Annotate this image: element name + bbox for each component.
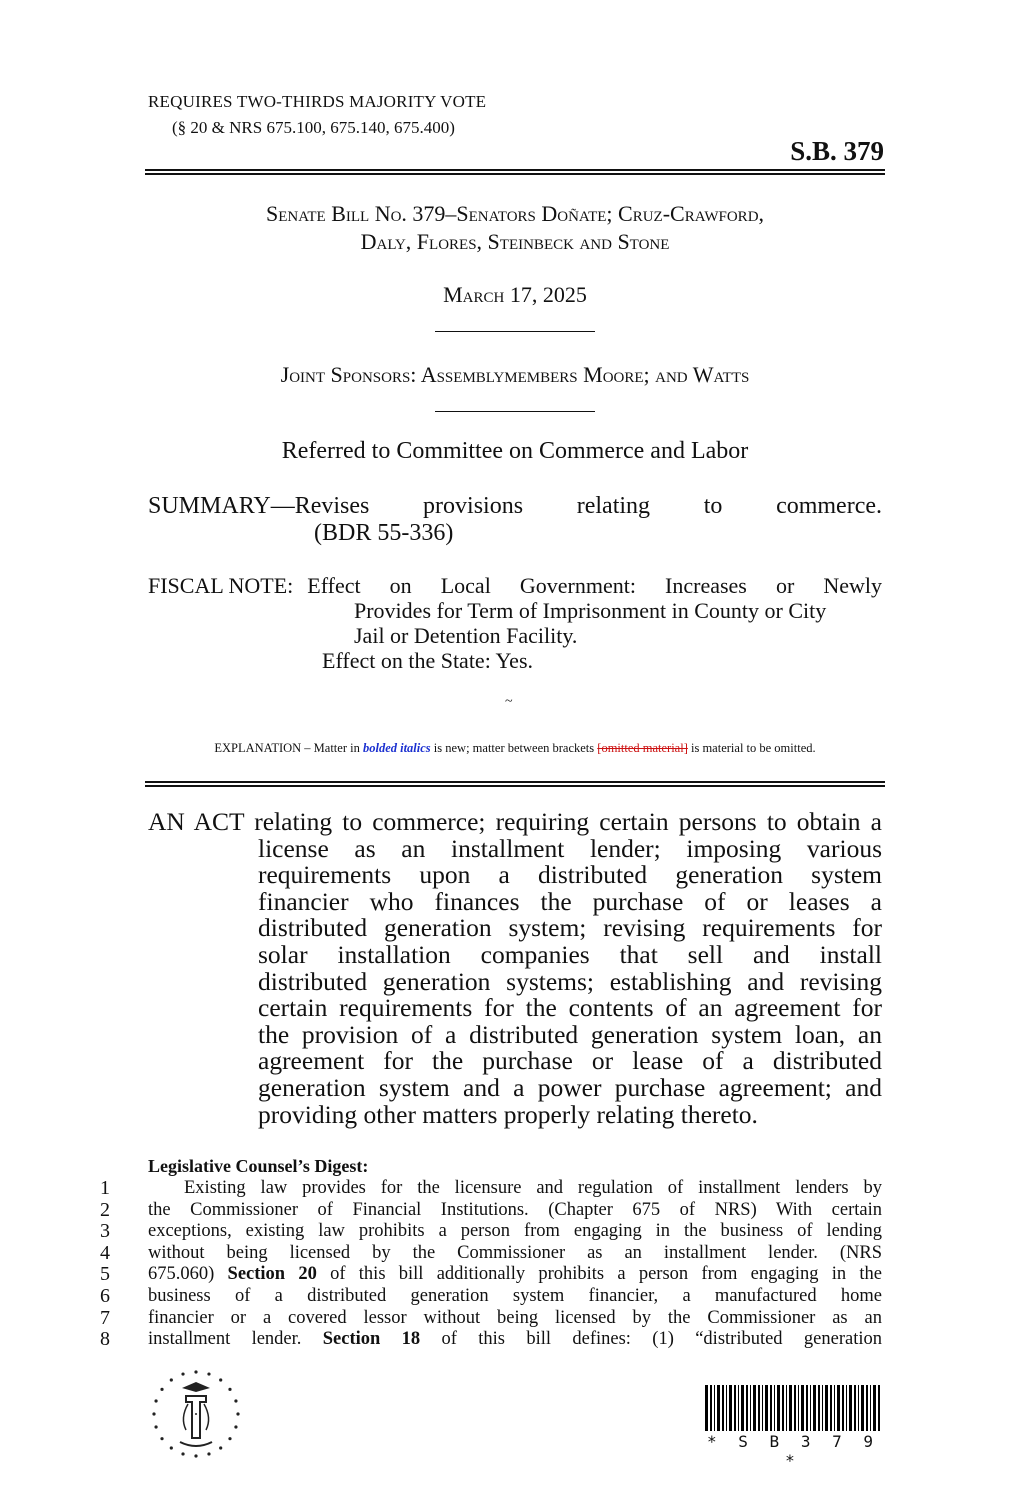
act-title-line: the provision of a distributed generation system loan, an — [258, 1019, 882, 1049]
line-number: 4 — [100, 1241, 110, 1264]
summary-bdr: (BDR 55-336) — [314, 520, 454, 546]
digest-line — [100, 1200, 882, 1222]
digest-line — [100, 1308, 882, 1330]
tilde-mark: ~ — [505, 694, 513, 709]
section-reference: Section 20 — [227, 1264, 317, 1285]
line-number: 3 — [100, 1220, 110, 1243]
fiscal-note-line: Jail or Detention Facility. — [354, 623, 578, 648]
digest-title: Legislative Counsel’s Digest: — [148, 1156, 369, 1176]
explanation — [145, 741, 885, 756]
digest-text: financier or a covered lessor without being licensed by the Commissioner as an — [148, 1307, 882, 1328]
line-number: 5 — [100, 1263, 110, 1286]
sections-reference: (§ 20 & NRS 675.100, 675.140, 675.400) — [172, 118, 455, 137]
digest-text-part: of this bill additionally prohibits a person from engaging in the — [316, 1264, 882, 1285]
explanation-middle: is new; matter between brackets — [430, 741, 598, 755]
digest-line — [100, 1264, 882, 1286]
summary-word: provisions — [423, 493, 524, 519]
fiscal-note — [148, 573, 882, 673]
legislative-digest — [100, 1178, 882, 1351]
digest-text-part: 675.060) — [148, 1264, 228, 1285]
digest-text — [148, 1329, 882, 1351]
summary-word: SUMMARY—Revises — [148, 493, 370, 519]
digest-text: business of a distributed generation system financier, a manufactured home — [148, 1285, 882, 1306]
act-title-line: agreement for the purchase or lease of a distributed — [258, 1046, 882, 1076]
explanation-omitted-sample: [omitted material] — [597, 741, 688, 755]
act-title-line: financier who finances the purchase of or leases a — [258, 886, 882, 916]
act-title-first-line: AN ACT relating to commerce; requiring certain persons to obtain a — [148, 807, 882, 836]
digest-line — [100, 1286, 882, 1308]
fiscal-note-line: Effect on Local Government: Increases or Newly — [307, 573, 882, 598]
explanation-new-sample: bolded italics — [362, 741, 431, 755]
digest-text — [148, 1264, 882, 1286]
act-title-line: certain requirements for the contents of an agreement for — [258, 993, 882, 1023]
bill-title-line-2: Daly, Flores, Steinbeck and Stone — [360, 229, 670, 254]
bill-date: March 17, 2025 — [443, 282, 587, 307]
act-title-line: license as an installment lender; imposing various — [258, 833, 882, 863]
bill-title-line-1: Senate Bill No. 379–Senators Doñate; Cruz-Crawford, — [265, 201, 765, 226]
barcode-text: * S B 3 7 9 * — [707, 1432, 879, 1470]
fiscal-note-label: FISCAL NOTE: — [148, 573, 294, 598]
line-number: 1 — [100, 1177, 110, 1199]
digest-line — [100, 1329, 882, 1351]
divider — [435, 331, 595, 332]
act-title-line: distributed generation systems; establishing and revising — [258, 966, 882, 996]
act-title-body — [148, 833, 882, 1129]
act-title-line: solar installation companies that sell and install — [258, 939, 882, 969]
act-title-line: generation system and a power purchase agreement; and — [258, 1072, 882, 1102]
digest-text: without being licensed by the Commissioner as an installment lender. (NRS — [148, 1242, 882, 1263]
header-double-rule — [145, 169, 885, 175]
vote-requirement: REQUIRES TWO-THIRDS MAJORITY VOTE — [148, 92, 487, 111]
act-title-line: requirements upon a distributed generation system — [258, 860, 882, 890]
summary-line — [148, 493, 882, 520]
digest-text: exceptions, existing law prohibits a person from engaging in the business of lending — [148, 1221, 882, 1242]
barcode-icon — [705, 1385, 881, 1431]
bill-title — [145, 200, 885, 256]
state-seal-icon — [150, 1368, 242, 1460]
fiscal-note-line: Effect on the State: Yes. — [322, 648, 534, 673]
act-title-line: distributed generation system; revising requirements for — [258, 913, 882, 943]
section-reference: Section 18 — [322, 1329, 421, 1350]
digest-text-part: of this bill defines: (1) “distributed generation — [420, 1329, 882, 1350]
line-number: 6 — [100, 1284, 110, 1307]
line-number: 8 — [100, 1328, 110, 1351]
digest-text-part: installment lender. — [148, 1329, 323, 1350]
digest-line — [100, 1243, 882, 1265]
digest-line — [100, 1178, 882, 1200]
committee-referral: Referred to Committee on Commerce and Labor — [281, 438, 749, 464]
act-title — [148, 809, 882, 1128]
joint-sponsors: Joint Sponsors: Assemblymembers Moore; and Watts — [280, 362, 750, 387]
act-title-line: providing other matters properly relating thereto. — [258, 1099, 758, 1129]
line-number: 7 — [100, 1306, 110, 1329]
explanation-prefix: EXPLANATION – Matter in — [214, 741, 363, 755]
line-number: 2 — [100, 1198, 110, 1221]
summary-word: relating — [576, 493, 651, 519]
summary-word: to — [703, 493, 723, 519]
digest-text: the Commissioner of Financial Institutions. (Chapter 675 of NRS) With certain — [148, 1199, 882, 1220]
digest-text: Existing law provides for the licensure and regulation of installment lenders by — [184, 1178, 882, 1198]
fiscal-note-line: Provides for Term of Imprisonment in County or City — [354, 598, 827, 623]
summary — [148, 493, 882, 547]
summary-word: commerce. — [776, 493, 882, 519]
digest-line — [100, 1221, 882, 1243]
bill-number: S.B. 379 — [790, 136, 884, 166]
explanation-suffix: is material to be omitted. — [687, 741, 816, 755]
explanation-double-rule — [145, 781, 885, 787]
divider — [435, 411, 595, 412]
